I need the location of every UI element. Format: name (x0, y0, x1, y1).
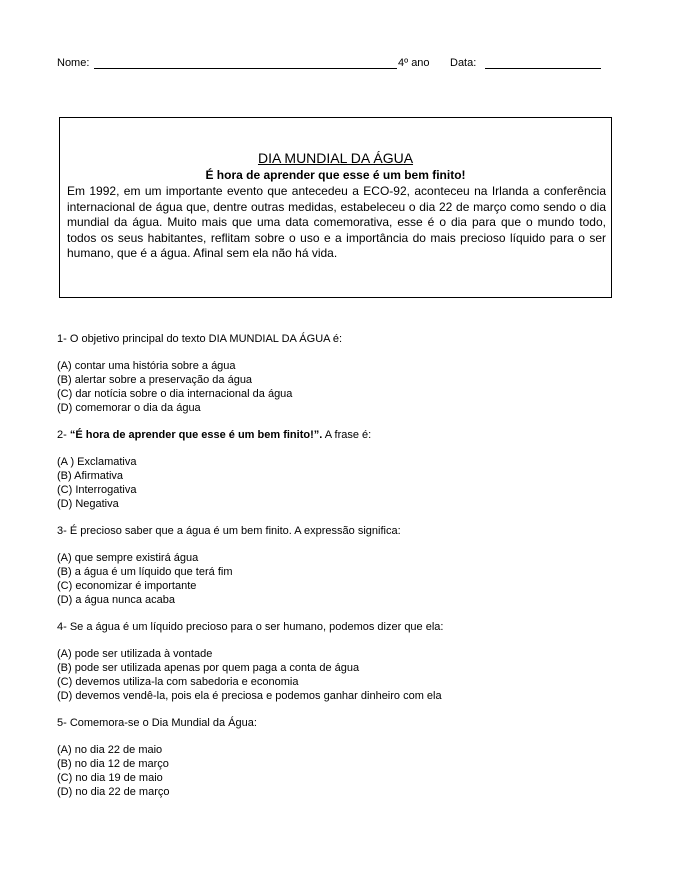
option-d[interactable]: (D) Negativa (57, 498, 119, 510)
option-a[interactable]: (A) pode ser utilizada à vontade (57, 648, 213, 660)
quoted-sentence: “É hora de aprender que esse é um bem finito!”. (69, 429, 323, 441)
date-label: Data: (450, 57, 477, 69)
option-d[interactable]: (D) no dia 22 de março (57, 786, 170, 798)
option-c[interactable]: (C) dar notícia sobre o dia internacional da água (57, 388, 293, 400)
options-list (57, 551, 637, 607)
grade-label: 4º ano (398, 57, 430, 69)
question-3 (57, 524, 637, 607)
text-subtitle: É hora de aprender que esse é um bem finito! (205, 168, 466, 182)
worksheet-header (57, 55, 617, 71)
option-b[interactable]: (B) pode ser utilizada apenas por quem paga a conta de água (57, 662, 360, 674)
option-c[interactable]: (C) economizar é importante (57, 580, 197, 592)
name-field-line[interactable] (94, 68, 397, 69)
option-a[interactable]: (A) no dia 22 de maio (57, 744, 163, 756)
question-stem: 4- Se a água é um líquido precioso para o ser humano, podemos dizer que ela: (57, 621, 444, 633)
option-d[interactable]: (D) comemorar o dia da água (57, 402, 201, 414)
questions-section (57, 332, 637, 812)
option-c[interactable]: (C) devemos utiliza-la com sabedoria e economia (57, 676, 299, 688)
name-label: Nome: (57, 57, 90, 69)
question-4 (57, 620, 637, 703)
option-b[interactable]: (B) a água é um líquido que terá fim (57, 566, 233, 578)
option-b[interactable]: (B) Afirmativa (57, 470, 124, 482)
option-c[interactable]: (C) Interrogativa (57, 484, 137, 496)
option-b[interactable]: (B) no dia 12 de março (57, 758, 169, 770)
option-d[interactable]: (D) devemos vendê-la, pois ela é preciosa e podemos ganhar dinheiro com ela (57, 690, 442, 702)
reading-text-box (59, 117, 612, 298)
question-1 (57, 332, 637, 415)
option-a[interactable]: (A) contar uma história sobre a água (57, 360, 236, 372)
text-body: Em 1992, em um importante evento que antecedeu a ECO-92, aconteceu na Irlanda a conferência internacional de água que, dentre outras medidas, estabeleceu o dia 22 de março como sendo o dia mundial da água. Muito mais que uma data comemorativa, esse é o dia para que o mundo todo, todos os seus habitantes, reflitam sobre o uso e a importância do mais precioso líquido para o ser humano, que é a água. Afinal sem ela não há vida. (67, 184, 606, 260)
question-5 (57, 716, 637, 799)
date-field-line[interactable] (485, 68, 601, 69)
options-list (57, 455, 637, 511)
option-d[interactable]: (D) a água nunca acaba (57, 594, 176, 606)
question-stem: 5- Comemora-se o Dia Mundial da Água: (57, 717, 257, 729)
text-title: DIA MUNDIAL DA ÁGUA (257, 150, 414, 166)
options-list (57, 743, 637, 799)
option-a[interactable]: (A) que sempre existirá água (57, 552, 199, 564)
option-b[interactable]: (B) alertar sobre a preservação da água (57, 374, 253, 386)
option-a[interactable]: (A ) Exclamativa (57, 456, 137, 468)
options-list (57, 359, 637, 415)
option-c[interactable]: (C) no dia 19 de maio (57, 772, 163, 784)
question-stem: 3- É precioso saber que a água é um bem finito. A expressão significa: (57, 525, 401, 537)
question-stem: 1- O objetivo principal do texto DIA MUNDIAL DA ÁGUA é: (57, 333, 343, 345)
options-list (57, 647, 637, 703)
question-stem: 2- “É hora de aprender que esse é um bem finito!”. A frase é: (57, 429, 372, 441)
question-2 (57, 428, 637, 511)
